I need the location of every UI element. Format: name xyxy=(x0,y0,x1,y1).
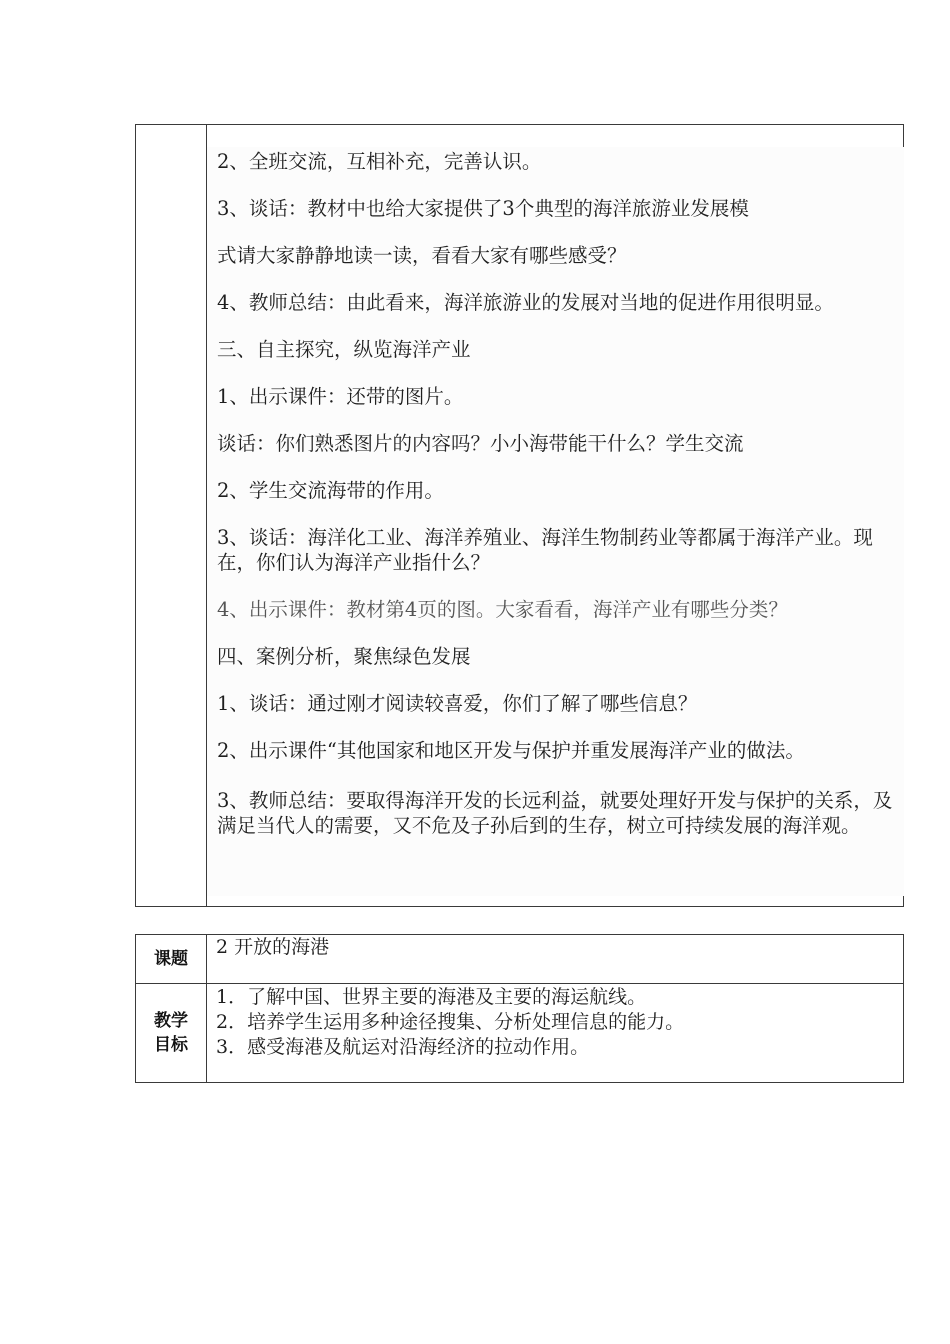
topic-label: 课题 xyxy=(154,949,188,969)
step-line: 3、谈话：教材中也给大家提供了3个典型的海洋旅游业发展模 xyxy=(217,197,749,220)
section-heading: 四、案例分析，聚焦绿色发展 xyxy=(217,645,471,668)
step-line: 2、出示课件“其他国家和地区开发与保护并重发展海洋产业的做法。 xyxy=(217,739,805,762)
step-line: 谈话：你们熟悉图片的内容吗？小小海带能干什么？学生交流 xyxy=(217,432,744,455)
row-divider xyxy=(136,983,903,984)
lesson-procedure-table xyxy=(135,124,904,907)
goal-item: 3．感受海港及航运对沿海经济的拉动作用。 xyxy=(216,1036,590,1058)
procedure-content-cell xyxy=(207,147,904,896)
step-line: 1、谈话：通过刚才阅读较喜爱，你们了解了哪些信息？ xyxy=(217,692,698,715)
section-heading: 三、自主探究，纵览海洋产业 xyxy=(217,338,471,361)
step-line: 式请大家静静地读一读，看看大家有哪些感受？ xyxy=(217,244,627,267)
step-line: 1、出示课件：还带的图片。 xyxy=(217,385,464,408)
topic-value: 2 开放的海港 xyxy=(216,936,330,958)
step-paragraph: 3、教师总结：要取得海洋开发的长远利益，就要处理好开发与保护的关系，及满足当代人的需要，又不危及子孙后到的生存，树立可持续发展的海洋观。 xyxy=(217,789,893,837)
step-line: 4、教师总结：由此看来，海洋旅游业的发展对当地的促进作用很明显。 xyxy=(217,291,834,314)
goals-label-line2: 目标 xyxy=(154,1035,188,1055)
step-line: 2、学生交流海带的作用。 xyxy=(217,479,444,502)
step-line: 2、全班交流，互相补充，完善认识。 xyxy=(217,150,542,173)
goal-item: 2．培养学生运用多种途径搜集、分析处理信息的能力。 xyxy=(216,1011,685,1033)
step-paragraph: 3、谈话：海洋化工业、海洋养殖业、海洋生物制药业等都属于海洋产业。现在，你们认为海洋产业指什么？ xyxy=(217,526,873,574)
goals-label-line1: 教学 xyxy=(154,1011,188,1031)
goal-item: 1．了解中国、世界主要的海港及主要的海运航线。 xyxy=(216,986,647,1008)
column-divider xyxy=(206,935,207,1082)
step-line: 4、出示课件：教材第4页的图。大家看看，海洋产业有哪些分类？ xyxy=(217,598,788,621)
lesson-info-table xyxy=(135,934,904,1083)
